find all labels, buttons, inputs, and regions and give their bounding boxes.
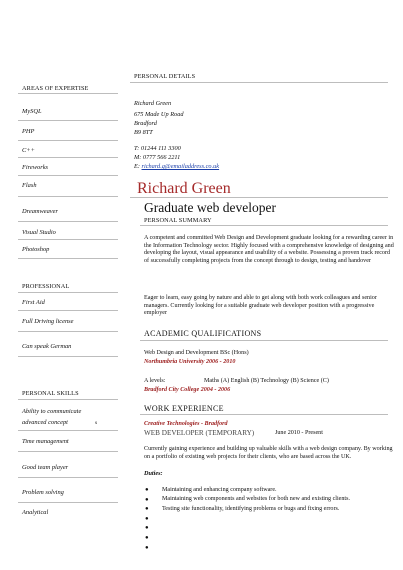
divider: [18, 451, 118, 452]
skill-communicate: Ability to communicate: [22, 408, 82, 415]
divider: [18, 93, 118, 94]
duty-item: Maintaining web components and websites for both new and existing clients.: [162, 496, 351, 503]
academic-heading: ACADEMIC QUALIFICATIONS: [144, 329, 262, 338]
divider: [18, 140, 118, 141]
university: Northumbria University 2006 - 2010: [144, 359, 236, 365]
address-line1: 675 Made Up Road: [134, 111, 184, 118]
work-heading: WORK EXPERIENCE: [144, 404, 224, 413]
bullet-icon: ●: [145, 487, 149, 493]
area-photoshop: Photoshop: [22, 246, 50, 253]
divider: [18, 310, 118, 311]
area-dreamweaver: Dreamweaver: [22, 208, 58, 215]
divider: [18, 292, 118, 293]
divider: [18, 258, 118, 259]
area-cpp: C++: [22, 147, 35, 154]
college: Bradford City College 2004 - 2006: [144, 387, 231, 393]
personal-details-heading: PERSONAL DETAILS: [134, 73, 196, 80]
areas-heading: AREAS OF EXPERTISE: [22, 85, 89, 92]
skill-team-player: Good team player: [22, 464, 69, 471]
divider: [18, 430, 118, 431]
duties-label-text: Duties: [144, 470, 161, 477]
summary-heading: PERSONAL SUMMARY: [144, 217, 212, 224]
alevels-label: A levels:: [144, 378, 166, 384]
candidate-name: Richard Green: [137, 180, 231, 197]
divider: [18, 477, 118, 478]
professional-driving: Full Driving license: [22, 318, 74, 325]
divider: [18, 356, 118, 357]
divider: [130, 197, 388, 198]
duty-item: Maintaining and enhancing company software.: [162, 486, 277, 493]
bullet-icon: ●: [145, 515, 149, 522]
divider: [18, 175, 118, 176]
professional-heading: PROFESSIONAL: [22, 283, 70, 290]
dates: June 2010 - Present: [275, 430, 323, 436]
divider: [130, 82, 388, 83]
divider: [18, 239, 118, 240]
skill-suffix: s: [95, 420, 98, 426]
area-php: PHP: [22, 128, 35, 135]
divider: [18, 331, 118, 332]
job-description: Currently gaining experience and building up valuable skills with a web design company. By working on a portfolio of existing web projects for their clients, who are based across the UK.: [144, 446, 393, 460]
professional-first-aid: First Aid: [22, 299, 45, 306]
divider: [18, 502, 118, 503]
area-flash: Flash: [22, 182, 37, 189]
bullet-icon: ●: [145, 506, 149, 513]
company: Creative Technologies - Bradford: [144, 421, 228, 427]
alevel-subjects: Maths (A) English (B) Technology (B) Science (C): [204, 378, 329, 384]
email-label: E:: [134, 163, 140, 170]
skill-problem-solving: Problem solving: [22, 489, 64, 496]
divider: [140, 414, 388, 415]
skill-time-management: Time management: [22, 438, 69, 445]
divider: [18, 120, 118, 121]
summary-paragraph-2: Eager to learn, easy going by nature and able to get along with both work colleagues and senior managers. Currently looking for a suitable graduate web developer position with a progressive employer: [144, 295, 377, 317]
skill-analytical: Analytical: [22, 509, 49, 516]
divider: [18, 399, 118, 400]
duty-item: Testing site functionality, identifying problems or bugs and fixing errors.: [162, 505, 340, 512]
bullet-icon: ●: [145, 496, 149, 503]
divider: [140, 225, 388, 226]
bullet-icon: ●: [145, 544, 149, 551]
duties-label: Duties:: [144, 470, 163, 477]
summary-paragraph-1: A competent and committed Web Design and Development graduate looking for a rewarding career in the Information Technology sector. Highly focused with a comprehensive knowledge of designing and developing the layout, visual appearance and usability of a website. Possessing a proven track record of successfully completing projects from the concept through to design, testing and handover: [144, 235, 394, 264]
divider: [140, 340, 388, 341]
area-visual-studio: Visual Studio: [22, 229, 56, 236]
mobile: M: 0777 566 2211: [134, 154, 181, 161]
email-link[interactable]: richard.g@emailaddress.co.uk: [141, 163, 220, 170]
degree: Web Design and Development BSc (Hons): [144, 350, 249, 356]
job-title: Graduate web developer: [144, 200, 276, 215]
area-mysql: MySQL: [22, 108, 42, 115]
contact-name: Richard Green: [134, 100, 172, 107]
telephone: T: 01244 111 3300: [134, 145, 181, 152]
role: WEB DEVELOPER (TEMPORARY): [144, 429, 255, 437]
professional-german: Can speak German: [22, 343, 72, 350]
bullet-icon: ●: [145, 535, 149, 541]
divider: [18, 196, 118, 197]
email-row: [134, 163, 219, 170]
bullet-icon: ●: [145, 525, 149, 532]
divider: [18, 221, 118, 222]
area-fireworks: Fireworks: [22, 164, 49, 171]
skills-heading: PERSONAL SKILLS: [22, 390, 79, 397]
skill-advanced-concept: advanced concept: [22, 419, 68, 426]
address-line2: Bradford: [134, 120, 157, 127]
divider: [18, 157, 118, 158]
address-line3: B9 8TT: [134, 129, 153, 136]
